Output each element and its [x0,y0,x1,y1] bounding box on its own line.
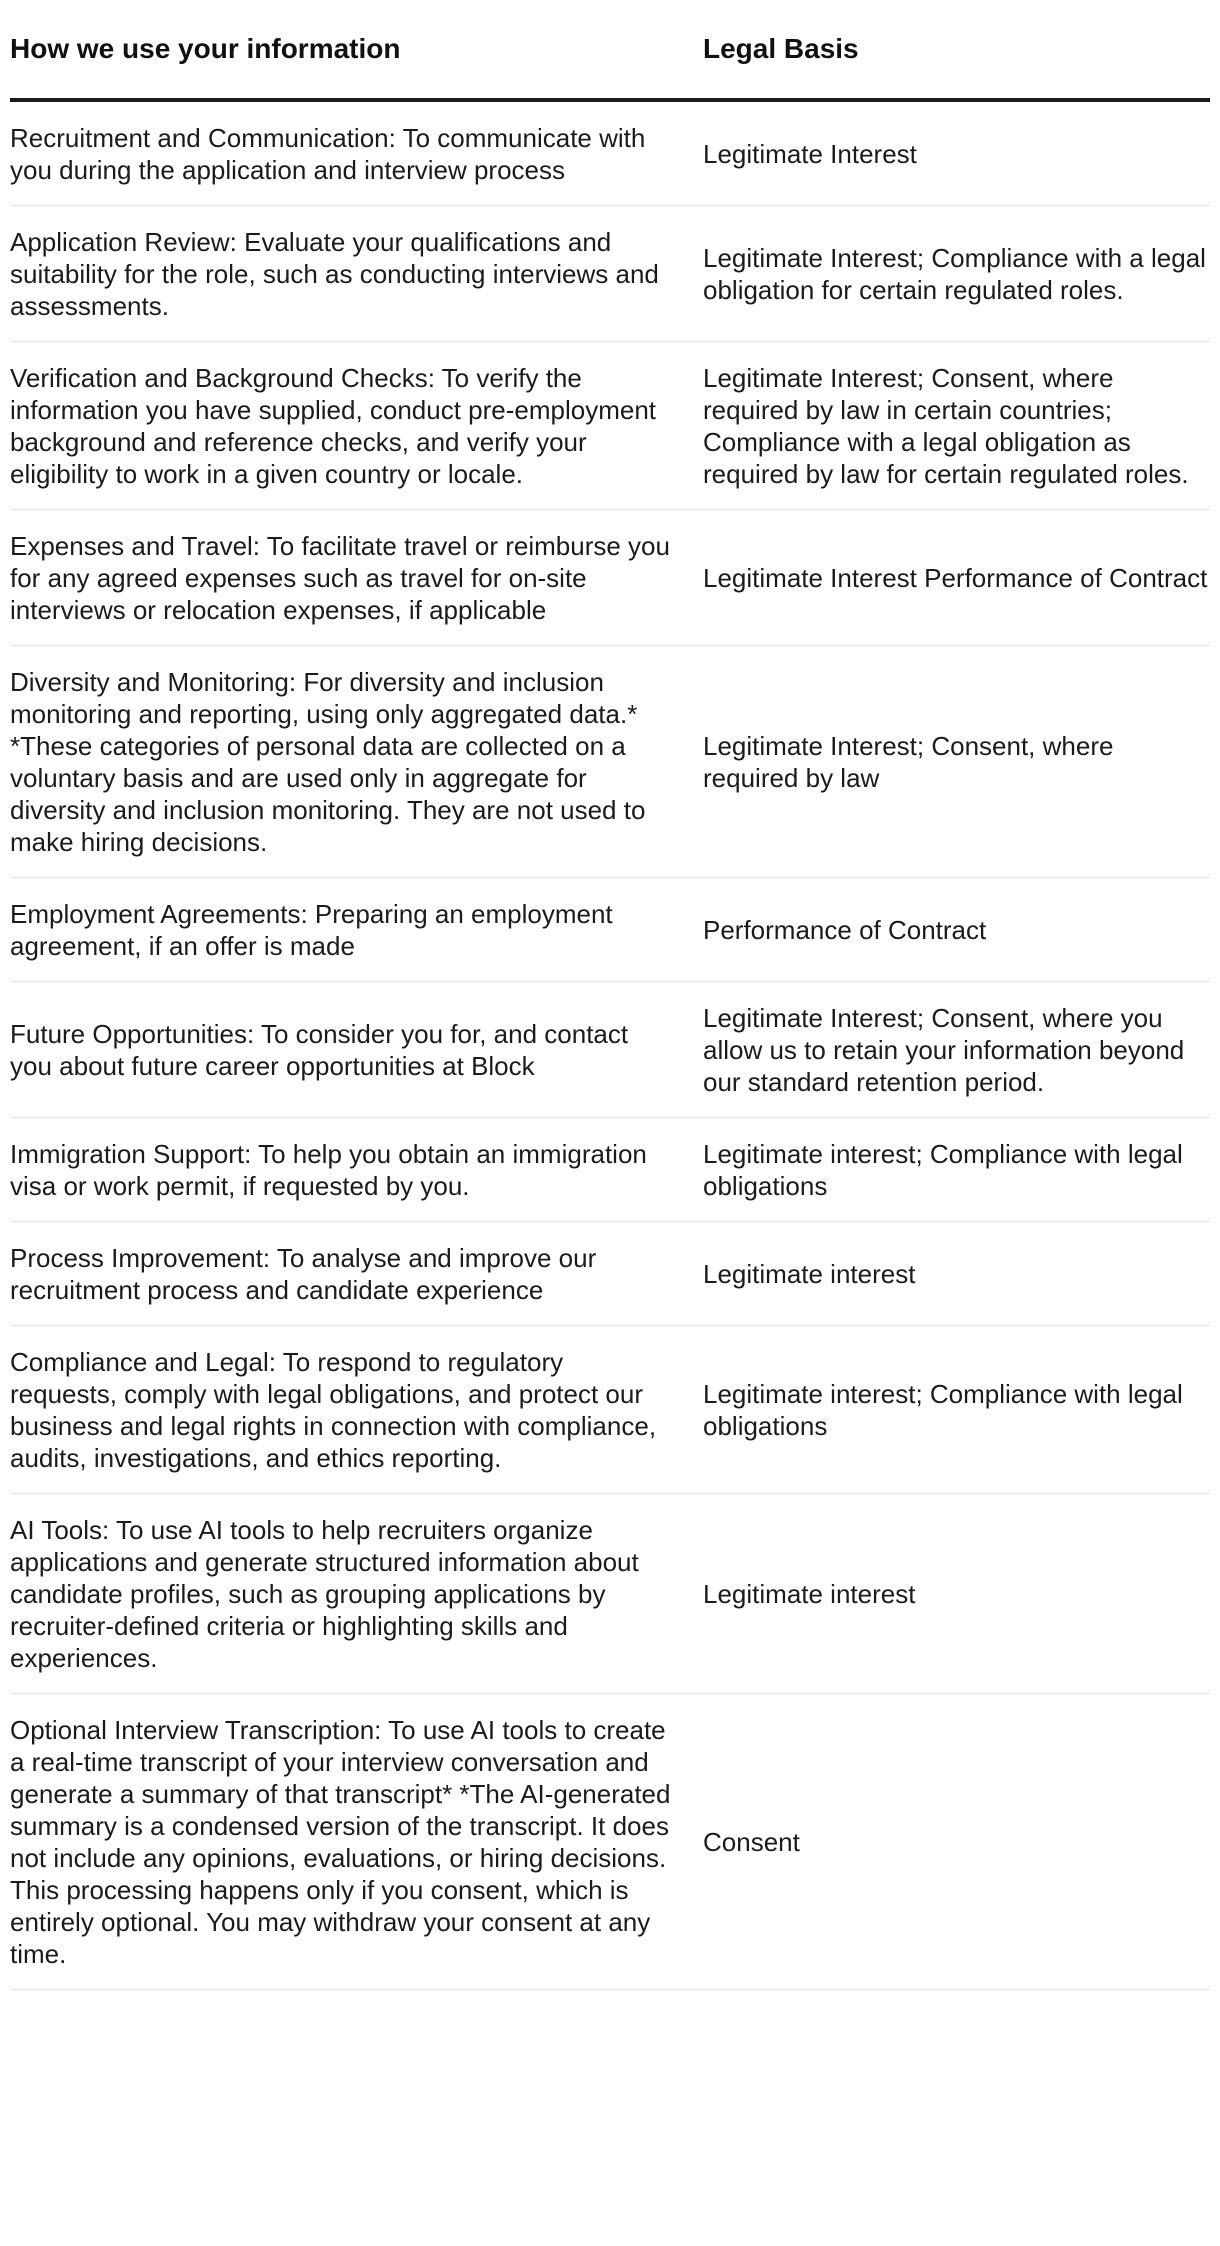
table-header [10,0,1210,100]
header-how-we-use: How we use your information [10,0,703,100]
legal-basis-cell: Performance of Contract [703,878,1210,982]
use-cell: Immigration Support: To help you obtain an immigration visa or work permit, if requested by you. [10,1118,703,1222]
table-row [10,1694,1210,1990]
table-row [10,878,1210,982]
legal-basis-cell: Legitimate Interest; Consent, where you allow us to retain your information beyond our standard retention period. [703,982,1210,1118]
legal-basis-table [10,0,1210,1990]
use-cell: Process Improvement: To analyse and improve our recruitment process and candidate experience [10,1222,703,1326]
use-cell: Future Opportunities: To consider you for, and contact you about future career opportunities at Block [10,982,703,1118]
header-row [10,0,1210,100]
legal-basis-cell: Legitimate interest [703,1222,1210,1326]
table-row [10,342,1210,510]
table-row [10,1326,1210,1494]
use-cell: Expenses and Travel: To facilitate travel or reimburse you for any agreed expenses such as travel for on-site interviews or relocation expenses, if applicable [10,510,703,646]
table-row [10,982,1210,1118]
legal-basis-cell: Legitimate Interest [703,100,1210,206]
table-row [10,646,1210,878]
legal-basis-cell: Legitimate interest; Compliance with legal obligations [703,1326,1210,1494]
table-row [10,100,1210,206]
legal-basis-cell: Legitimate Interest; Consent, where required by law in certain countries; Compliance with a legal obligation as required by law for certain regulated roles. [703,342,1210,510]
table-row [10,510,1210,646]
table-body [10,100,1210,1990]
table-row [10,1222,1210,1326]
use-cell: Diversity and Monitoring: For diversity and inclusion monitoring and reporting, using only aggregated data.* *These categories of personal data are collected on a voluntary basis and are used only in aggregate for diversity and inclusion monitoring. They are not used to make hiring decisions. [10,646,703,878]
use-cell: Application Review: Evaluate your qualifications and suitability for the role, such as conducting interviews and assessments. [10,206,703,342]
legal-basis-cell: Consent [703,1694,1210,1990]
legal-basis-cell: Legitimate Interest; Compliance with a legal obligation for certain regulated roles. [703,206,1210,342]
legal-basis-cell: Legitimate Interest; Consent, where required by law [703,646,1210,878]
table-row [10,1118,1210,1222]
header-legal-basis: Legal Basis [703,0,1210,100]
use-cell: Recruitment and Communication: To communicate with you during the application and interview process [10,100,703,206]
legal-basis-cell: Legitimate interest [703,1494,1210,1694]
use-cell: Compliance and Legal: To respond to regulatory requests, comply with legal obligations, and protect our business and legal rights in connection with compliance, audits, investigations, and ethics reporting. [10,1326,703,1494]
table-row [10,1494,1210,1694]
legal-basis-cell: Legitimate interest; Compliance with legal obligations [703,1118,1210,1222]
legal-basis-cell: Legitimate Interest Performance of Contract [703,510,1210,646]
use-cell: Optional Interview Transcription: To use AI tools to create a real-time transcript of your interview conversation and generate a summary of that transcript* *The AI-generated summary is a condensed version of the transcript. It does not include any opinions, evaluations, or hiring decisions. This processing happens only if you consent, which is entirely optional. You may withdraw your consent at any time. [10,1694,703,1990]
legal-basis-table-container [10,0,1210,1990]
use-cell: Verification and Background Checks: To verify the information you have supplied, conduct pre-employment background and reference checks, and verify your eligibility to work in a given country or locale. [10,342,703,510]
use-cell: Employment Agreements: Preparing an employment agreement, if an offer is made [10,878,703,982]
table-row [10,206,1210,342]
use-cell: AI Tools: To use AI tools to help recruiters organize applications and generate structured information about candidate profiles, such as grouping applications by recruiter-defined criteria or highlighting skills and experiences. [10,1494,703,1694]
